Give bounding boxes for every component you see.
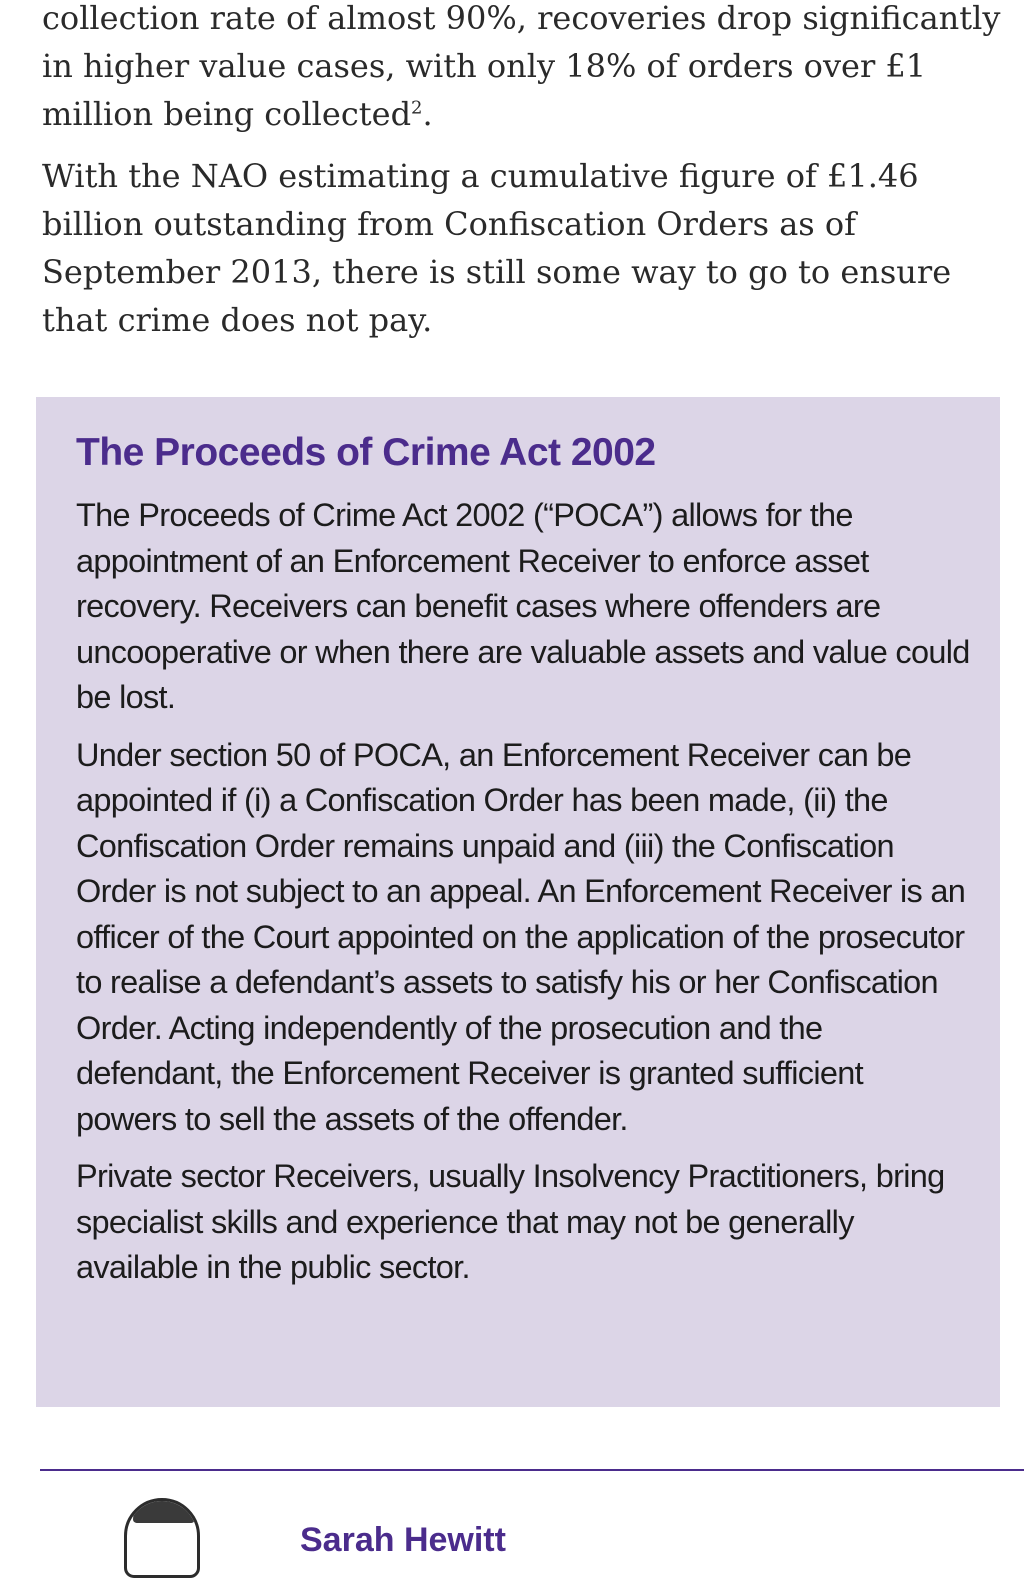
poca-callout-box [36,397,1000,1407]
callout-paragraph-3: Private sector Receivers, usually Insolvency Practitioners, bring specialist skills and experience that may not be generally available in the public sector. [76,1158,945,1285]
section-divider [40,1469,1024,1471]
author-avatar [124,1498,200,1578]
intro-text [42,0,1002,358]
intro-paragraph-2: With the NAO estimating a cumulative figure of £1.46 billion outstanding from Confiscation Orders as of September 2013, there is still some way to go to ensure that crime does not pay. [42,157,952,339]
intro-paragraph-1-end: . [422,95,433,133]
author-name: Sarah Hewitt [300,1521,506,1559]
footnote-marker: 2 [411,97,423,119]
callout-title: The Proceeds of Crime Act 2002 [76,431,656,474]
callout-paragraph-1: The Proceeds of Crime Act 2002 (“POCA”) allows for the appointment of an Enforcement Receiver to enforce asset recovery. Receivers can benefit cases where offenders are uncooperative or when there are valuable assets and value could be lost. [76,497,970,715]
intro-paragraph-1-text: collection rate of almost 90%, recoveries drop significantly in higher value cases, with only 18% of orders over £1 million being collected [42,0,1001,133]
intro-paragraph-1 [42,0,1002,138]
callout-paragraph-2: Under section 50 of POCA, an Enforcement Receiver can be appointed if (i) a Confiscation Order has been made, (ii) the Confiscation Order remains unpaid and (iii) the Confiscation Order is not subject to an appeal. An Enforcement Receiver is an officer of the Court appointed on the application of the prosecutor to realise a defendant’s assets to satisfy his or her Confiscation Order. Acting independently of the prosecution and the defendant, the Enforcement Receiver is granted sufficient powers to sell the assets of the offender. [76,736,966,1137]
